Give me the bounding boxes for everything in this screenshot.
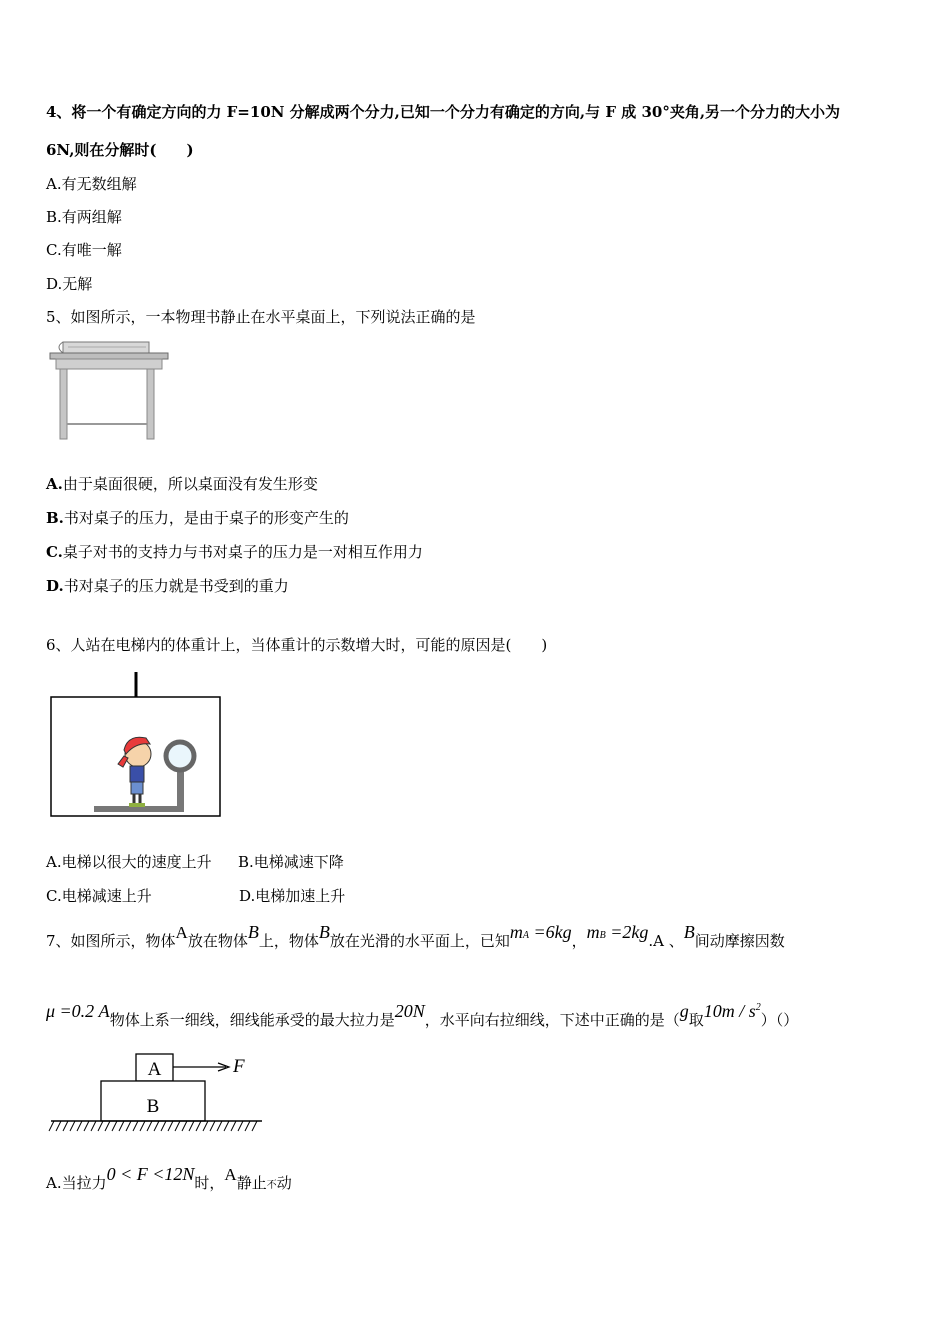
figure-label-a: A xyxy=(147,1059,162,1080)
q5-option-c-letter: C. xyxy=(46,543,63,561)
q5-stem: 5、如图所示，一本物理书静止在水平桌面上，下列说法正确的是 xyxy=(46,308,476,326)
q6-option-c: C.电梯减速上升 xyxy=(46,887,152,905)
q5-option-d-text: 书对桌子的压力就是书受到的重力 xyxy=(63,577,289,595)
q5-option-a-letter: A. xyxy=(46,475,63,493)
q6-option-b: B.电梯减速下降 xyxy=(238,853,344,871)
q7-text-4: 放在光滑的水平面上，已知 xyxy=(329,932,510,950)
q7-mass-b xyxy=(587,922,649,942)
figure-label-f: F xyxy=(233,1056,245,1077)
q7-stem-line1 xyxy=(46,922,785,954)
q7-text-5: .A 、 xyxy=(648,932,684,950)
q7-mass-a-sub: A xyxy=(522,930,529,941)
q7-g-value xyxy=(704,1001,761,1021)
q7-option-a-prefix: A.当拉力 xyxy=(46,1174,107,1192)
q7-comma: ， xyxy=(571,932,587,950)
q7-mass-b-value: =2kg xyxy=(605,922,649,942)
q7-text-3: 上，物体 xyxy=(258,932,319,950)
q7-mass-a-value: =6kg xyxy=(528,922,572,942)
q5-option-b-letter: B. xyxy=(46,509,64,527)
q7-var-b-2: B xyxy=(318,922,330,942)
q5-option-c xyxy=(46,542,423,562)
q7-mass-a-symbol: m xyxy=(509,922,523,942)
q4-option-d: D.无解 xyxy=(46,275,93,293)
q5-option-a xyxy=(46,474,318,494)
q7-mass-b-symbol: m xyxy=(586,922,600,942)
q7-text-10: ）（） xyxy=(760,1011,799,1029)
blocks-ab-figure xyxy=(48,1050,268,1136)
q6-option-d: D.电梯加速上升 xyxy=(239,887,346,905)
q5-option-b-text: 书对桌子的压力，是由于桌子的形变产生的 xyxy=(63,509,349,527)
q7-max-tension: 20N xyxy=(394,1001,425,1021)
q4-option-a: A.有无数组解 xyxy=(46,175,137,193)
book-on-table-figure xyxy=(48,338,170,444)
q5-option-d-letter: D. xyxy=(46,577,64,595)
q4-option-c: C.有唯一解 xyxy=(46,241,122,259)
q7-var-b-3: B xyxy=(683,922,695,942)
q7-option-a xyxy=(46,1164,292,1196)
q6-option-a: A.电梯以很大的速度上升 xyxy=(46,853,212,871)
q7-option-a-var: A xyxy=(224,1165,237,1184)
q7-stem-line2 xyxy=(46,1001,799,1030)
q7-option-a-mid: 时， xyxy=(194,1174,225,1192)
q6-stem: 6、人站在电梯内的体重计上，当体重计的示数增大时，可能的原因是( ) xyxy=(46,636,548,654)
q7-g-value-base: 10m / s xyxy=(703,1001,756,1021)
q7-text-6: 间动摩擦因数 xyxy=(694,932,785,950)
q5-option-c-text: 桌子对书的支持力与书对桌子的压力是一对相互作用力 xyxy=(62,543,423,561)
q7-mass-b-sub: B xyxy=(599,930,606,941)
q7-text-8: ，水平向右拉细线，下述中正确的是（ xyxy=(424,1011,680,1029)
q7-text-1: 7、如图所示，物体 xyxy=(46,932,176,950)
q7-text-7: 物体上系一细线，细线能承受的最大拉力是 xyxy=(109,1011,395,1029)
q7-text-2: 放在物体 xyxy=(187,932,248,950)
q5-option-d xyxy=(46,576,289,596)
q7-mass-a xyxy=(510,922,572,942)
q7-option-a-small: 不 xyxy=(266,1180,277,1191)
elevator-scale-figure xyxy=(48,670,224,820)
q7-var-a: A xyxy=(175,923,188,942)
q4-stem-line2: 6N,则在分解时( ) xyxy=(46,141,194,159)
q5-option-a-text: 由于桌面很硬，所以桌面没有发生形变 xyxy=(62,475,318,493)
q7-var-g: g xyxy=(679,1001,689,1021)
q7-text-9: 取 xyxy=(688,1011,704,1029)
q7-friction-coefficient: μ =0.2 A xyxy=(46,1001,110,1021)
q5-option-b xyxy=(46,508,349,528)
q4-option-b: B.有两组解 xyxy=(46,208,122,226)
q7-option-a-post: 静止 xyxy=(236,1174,267,1192)
q7-g-value-exp: 2 xyxy=(755,1002,761,1013)
q7-option-a-math: 0 < F <12N xyxy=(106,1164,195,1184)
q4-stem-line1: 4、将一个有确定方向的力 F=10N 分解成两个分力,已知一个分力有确定的方向,与 F 成 30°夹角,另一个分力的大小为 xyxy=(46,103,841,121)
q7-option-a-end: 动 xyxy=(276,1174,292,1192)
q7-var-b: B xyxy=(247,922,259,942)
figure-label-b: B xyxy=(146,1096,160,1117)
